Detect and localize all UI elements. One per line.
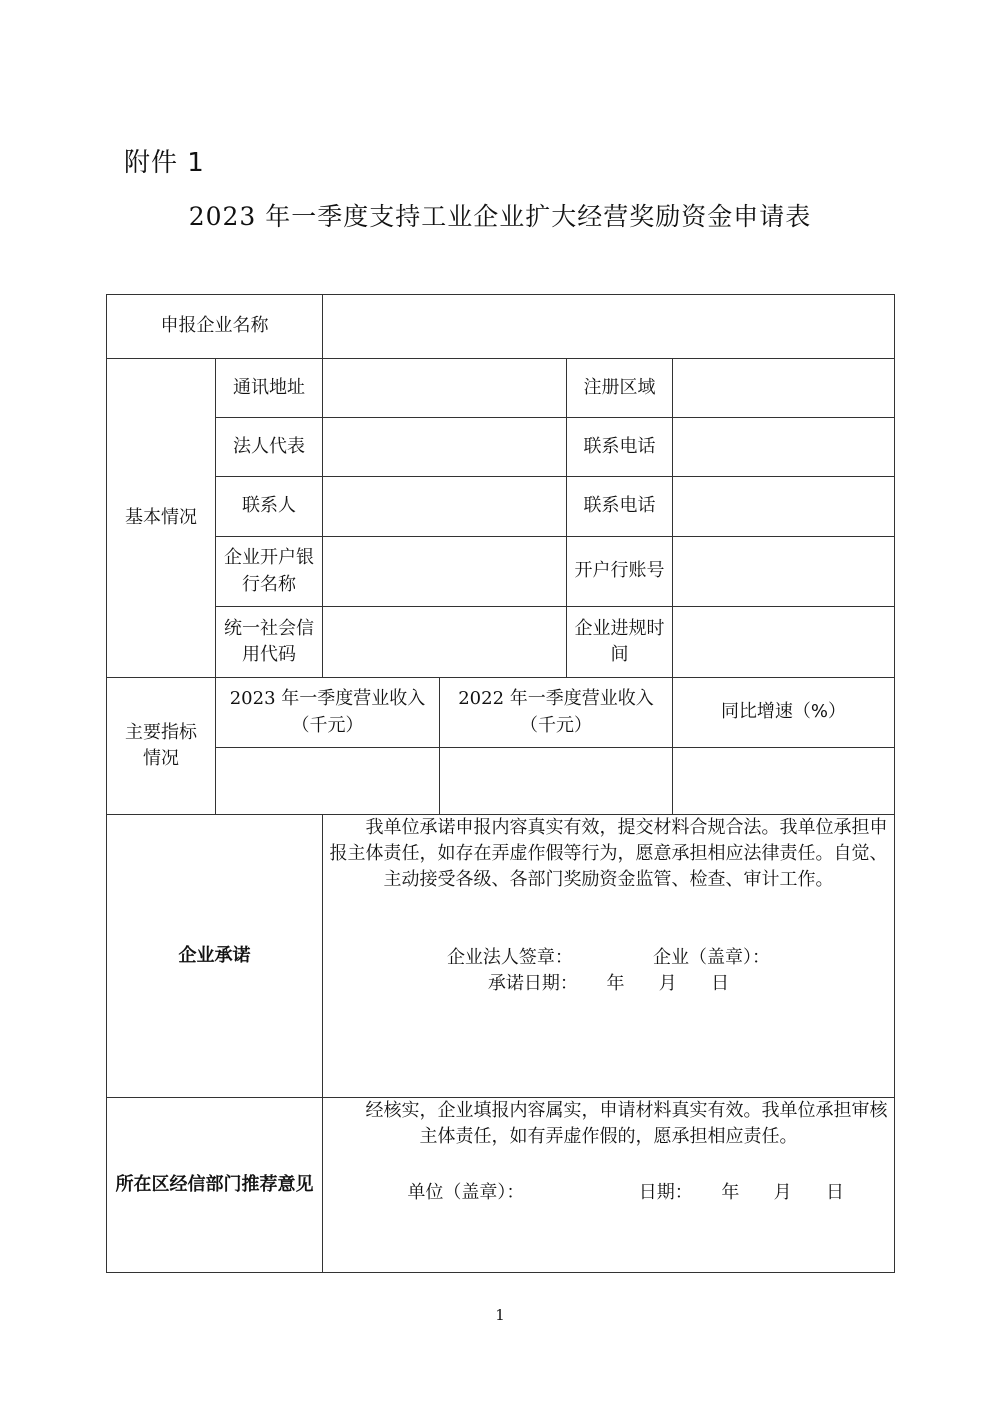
basic-info-row <box>107 607 895 678</box>
indicators-value-row <box>107 748 895 815</box>
basic-info-row <box>107 477 895 537</box>
application-form-table <box>106 294 895 1273</box>
revenue-2023-header: 2023 年一季度营业收入（千元） <box>216 678 440 748</box>
revenue-2022-field[interactable] <box>440 748 673 815</box>
form-title: 2023 年一季度支持工业企业扩大经营奖励资金申请表 <box>188 202 812 231</box>
contact-phone-label: 联系电话 <box>567 477 673 537</box>
scale-entry-time-label: 企业进规时间 <box>567 607 673 678</box>
growth-rate-field[interactable] <box>673 748 895 815</box>
contact-person-field[interactable] <box>323 477 567 537</box>
recommendation-content <box>323 1098 895 1273</box>
basic-info-section-label: 基本情况 <box>107 359 216 678</box>
commitment-date-line: 承诺日期： 年 月 日 <box>487 973 730 995</box>
bank-name-label: 企业开户银行名称 <box>216 537 323 607</box>
legal-representative-field[interactable] <box>323 418 567 477</box>
bank-name-field[interactable] <box>323 537 567 607</box>
legal-representative-label: 法人代表 <box>216 418 323 477</box>
commitment-label: 企业承诺 <box>107 815 323 1098</box>
contact-person-label: 联系人 <box>216 477 323 537</box>
legal-phone-label: 联系电话 <box>567 418 673 477</box>
indicators-header-row <box>107 678 895 748</box>
basic-info-row <box>107 418 895 477</box>
company-name-field[interactable] <box>323 295 895 359</box>
company-name-label: 申报企业名称 <box>107 295 323 359</box>
scale-entry-time-field[interactable] <box>673 607 895 678</box>
page-number: 1 <box>495 1306 505 1324</box>
commitment-content <box>323 815 895 1098</box>
contact-phone-field[interactable] <box>673 477 895 537</box>
credit-code-label: 统一社会信用代码 <box>216 607 323 678</box>
address-field[interactable] <box>323 359 567 418</box>
growth-rate-header: 同比增速（%） <box>673 678 895 748</box>
recommendation-text: 经核实，企业填报内容属实，申请材料真实有效。我单位承担审核主体责任，如有弄虚作假的，愿承担相应责任。 <box>365 1100 888 1148</box>
credit-code-field[interactable] <box>323 607 567 678</box>
company-name-row <box>107 295 895 359</box>
address-label: 通讯地址 <box>216 359 323 418</box>
recommendation-row <box>107 1098 895 1273</box>
recommendation-sign-line: 单位（盖章）： 日期： 年 月 日 <box>372 1182 845 1204</box>
commitment-text: 我单位承诺申报内容真实有效，提交材料合规合法。我单位承担申报主体责任，如存在弄虚作假等行为，愿意承担相应法律责任。自觉、主动接受各级、各部门奖励资金监管、检查、审计工作。 <box>329 817 888 891</box>
basic-info-row <box>107 359 895 418</box>
registered-area-label: 注册区域 <box>567 359 673 418</box>
recommendation-label: 所在区经信部门推荐意见 <box>107 1098 323 1273</box>
legal-phone-field[interactable] <box>673 418 895 477</box>
bank-account-field[interactable] <box>673 537 895 607</box>
commitment-sign-line: 企业法人签章： 企业（盖章）： <box>446 947 771 969</box>
basic-info-row <box>107 537 895 607</box>
attachment-label: 附件 1 <box>124 148 205 178</box>
revenue-2022-header: 2022 年一季度营业收入（千元） <box>440 678 673 748</box>
registered-area-field[interactable] <box>673 359 895 418</box>
revenue-2023-field[interactable] <box>216 748 440 815</box>
bank-account-label: 开户行账号 <box>567 537 673 607</box>
commitment-row <box>107 815 895 1098</box>
indicators-section-label: 主要指标情况 <box>107 678 216 815</box>
